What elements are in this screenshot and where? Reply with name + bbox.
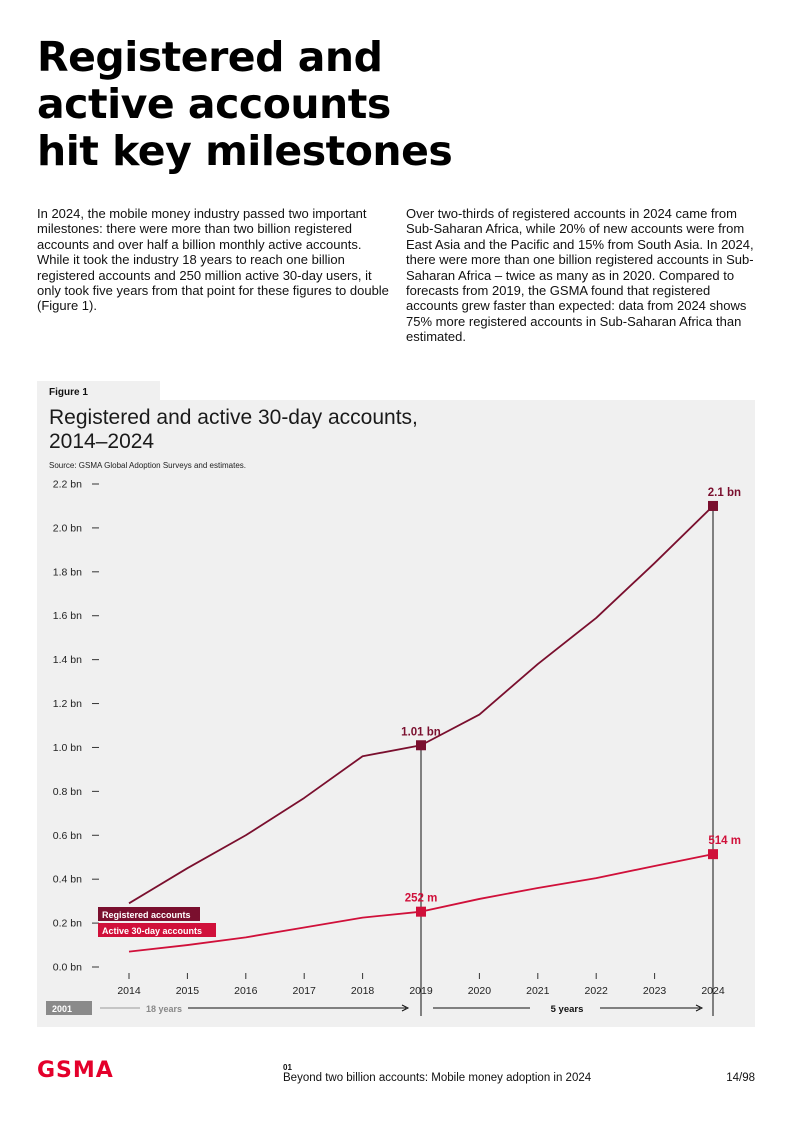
page-title-line-2: active accounts (37, 80, 391, 128)
gsma-logo: GSMA (37, 1058, 114, 1083)
page-title-line-1: Registered and (37, 33, 383, 81)
y-tick-label: 0.0 bn (52, 961, 82, 974)
x-tick-label: 2020 (467, 985, 492, 997)
active-label-2019: 252 m (404, 892, 438, 905)
active-marker-2024 (708, 849, 718, 859)
registered-marker-2024 (708, 501, 718, 511)
y-tick-label: 0.2 bn (52, 917, 82, 930)
active-series-tag-label: Active 30-day accounts (102, 926, 203, 936)
active-marker-2019 (416, 907, 426, 917)
registered-label-2019: 1.01 bn (401, 726, 441, 739)
y-tick-label: 0.8 bn (52, 785, 82, 798)
y-tick-label: 1.4 bn (52, 654, 82, 667)
x-tick-label: 2019 (409, 985, 433, 997)
chart-source: Source: GSMA Global Adoption Surveys and estimates. (49, 461, 246, 470)
intro-paragraph-right: Over two-thirds of registered accounts in 2024 came from Sub-Saharan Africa, while 20% of new accounts were from East Asia and the Pacific and 15% from South Asia. In 2024, there were more than one billion registered accounts in Sub-Saharan Africa – twice as many as in 2020. Compared to forecasts from 2019, the GSMA found that registered accounts grew faster than expected: data from 2024 shows 75% more registered accounts in Sub-Saharan Africa than estimated. (406, 206, 754, 345)
figure-label: Figure 1 (49, 387, 88, 398)
x-tick-label: 2016 (234, 985, 258, 997)
y-tick-label: 0.6 bn (52, 829, 82, 842)
chart-title-line-2: 2014–2024 (49, 430, 155, 453)
chart-title-line-1: Registered and active 30-day accounts, (49, 406, 418, 429)
y-tick-label: 2.2 bn (52, 478, 82, 491)
footer-document-title: Beyond two billion accounts: Mobile money adoption in 2024 (283, 1072, 592, 1084)
x-tick-label: 2022 (584, 985, 608, 997)
y-tick-label: 0.4 bn (52, 873, 82, 886)
footer-section-number: 01 (283, 1063, 292, 1072)
y-tick-label: 2.0 bn (52, 522, 82, 535)
active-label-2024: 514 m (708, 835, 741, 848)
x-tick-label: 2015 (175, 985, 200, 997)
x-tick-label: 2023 (642, 985, 667, 997)
intro-paragraph-left: In 2024, the mobile money industry passed two important milestones: there were more than two billion registered accounts and over half a billion monthly active accounts. While it took the industry 18 years to reach one billion registered accounts and 250 million active 30-day users, it only took five years from that point for these figures to double (Figure 1). (37, 206, 389, 314)
y-tick-label: 1.6 bn (52, 610, 82, 623)
footer-page-number: 14/98 (726, 1072, 755, 1084)
registered-marker-2019 (416, 740, 426, 750)
registered-series-tag-label: Registered accounts (102, 910, 191, 920)
registered-label-2024: 2.1 bn (707, 486, 741, 499)
x-tick-label: 2024 (701, 985, 725, 997)
x-tick-label: 2014 (117, 985, 141, 997)
x-tick-label: 2017 (292, 985, 316, 997)
y-tick-label: 1.2 bn (52, 698, 82, 711)
y-tick-label: 1.8 bn (52, 566, 82, 579)
timeline-span1-label: 18 years (145, 1004, 183, 1014)
x-tick-label: 2018 (350, 985, 375, 997)
timeline-start-label: 2001 (52, 1004, 73, 1014)
timeline-span2-label: 5 years (550, 1004, 584, 1015)
y-tick-label: 1.0 bn (52, 741, 82, 754)
x-tick-label: 2021 (526, 985, 550, 997)
page-title-line-3: hit key milestones (37, 127, 453, 175)
